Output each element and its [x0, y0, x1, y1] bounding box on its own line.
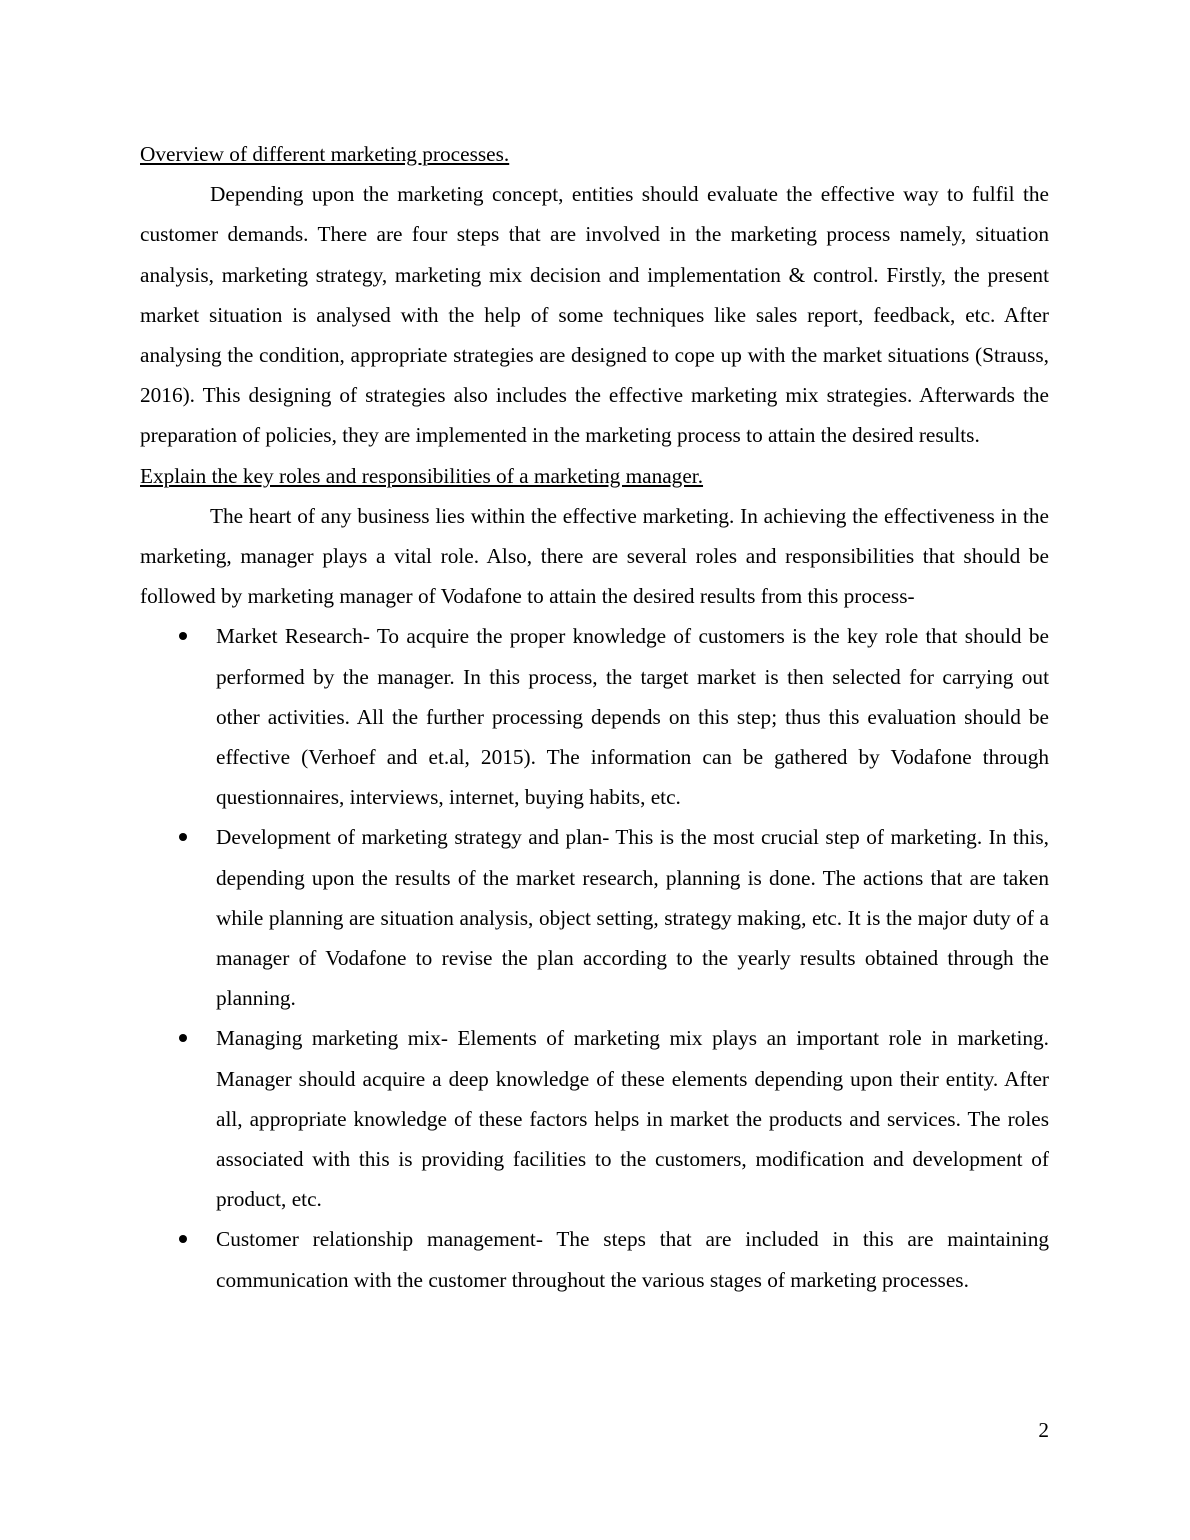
- page-number: 2: [1038, 1418, 1049, 1442]
- list-item: [140, 616, 1049, 817]
- list-item: [140, 817, 1049, 1018]
- list-item: [140, 1219, 1049, 1299]
- list-item-text: Customer relationship management- The steps that are included in this are maintaining communication with the customer throughout the various stages of marketing processes.: [216, 1227, 1049, 1292]
- bullet-icon: [179, 1034, 187, 1042]
- bullet-icon: [179, 833, 187, 841]
- section-heading: Overview of different marketing processes.: [140, 142, 510, 166]
- document-body: [140, 134, 1049, 1300]
- bullet-list: [140, 616, 1049, 1299]
- list-item-text: Managing marketing mix- Elements of marketing mix plays an important role in marketing. Manager should acquire a deep knowledge of these elements depending upon their entity. After all, appropriate knowledge of these factors helps in market the products and services. The roles associated with this is providing facilities to the customers, modification and development of product, etc.: [216, 1026, 1049, 1212]
- section-paragraph: Depending upon the marketing concept, entities should evaluate the effective way to fulfil the customer demands. There are four steps that are involved in the marketing process namely, situation analysis, marketing strategy, marketing mix decision and implementation & control. Firstly, the present market situation is analysed with the help of some techniques like sales report, feedback, etc. After analysing the condition, appropriate strategies are designed to cope up with the market situations (Strauss, 2016). This designing of strategies also includes the effective marketing mix strategies. Afterwards the preparation of policies, they are implemented in the marketing process to attain the desired results.: [140, 182, 1049, 448]
- bullet-icon: [179, 632, 187, 640]
- section-heading: Explain the key roles and responsibilities of a marketing manager.: [140, 463, 704, 488]
- bullet-icon: [179, 1235, 187, 1243]
- list-item: [140, 1018, 1049, 1219]
- list-item-text: Market Research- To acquire the proper knowledge of customers is the key role that should be performed by the manager. In this process, the target market is then selected for carrying out other activities. All the further processing depends on this step; thus this evaluation should be effective (Verhoef and et.al, 2015). The information can be gathered by Vodafone through questionnaires, interviews, internet, buying habits, etc.: [216, 624, 1049, 810]
- list-item-text: Development of marketing strategy and plan- This is the most crucial step of marketing. In this, depending upon the results of the market research, planning is done. The actions that are taken while planning are situation analysis, object setting, strategy making, etc. It is the major duty of a manager of Vodafone to revise the plan according to the yearly results obtained through the planning.: [216, 825, 1049, 1011]
- section-paragraph: The heart of any business lies within the effective marketing. In achieving the effectiveness in the marketing, manager plays a vital role. Also, there are several roles and responsibilities that should be followed by marketing manager of Vodafone to attain the desired results from this process-: [140, 503, 1049, 609]
